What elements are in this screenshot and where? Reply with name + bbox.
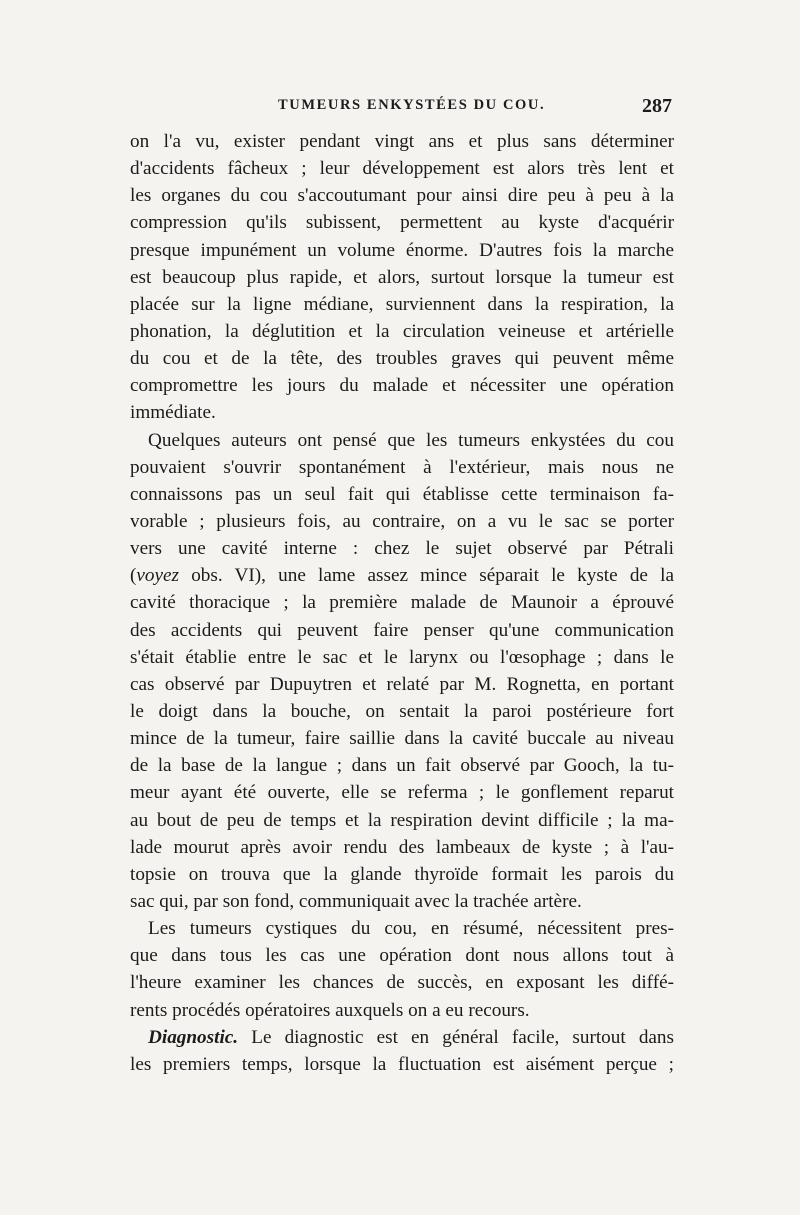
text-line: au bout de peu de temps et la respiration devint difficile ; la ma- xyxy=(130,809,674,831)
text-line: pouvaient s'ouvrir spontanément à l'extérieur, mais nous ne xyxy=(130,456,674,478)
text-line: lade mourut après avoir rendu des lambeaux de kyste ; à l'au- xyxy=(130,836,674,858)
text-line: les organes du cou s'accoutumant pour ainsi dire peu à peu à la xyxy=(130,185,674,207)
italic-word: voyez xyxy=(136,565,180,587)
text-line: Les tumeurs cystiques du cou, en résumé, nécessitent pres- xyxy=(148,918,674,940)
text-line: compromettre les jours du malade et nécessiter une opération xyxy=(130,375,674,397)
paragraph xyxy=(130,1024,674,1078)
text-line: placée sur la ligne médiane, surviennent dans la respiration, la xyxy=(130,293,674,315)
text-line: Quelques auteurs ont pensé que les tumeurs enkystées du cou xyxy=(148,429,674,451)
text-line: des accidents qui peuvent faire penser qu'une communication xyxy=(130,619,674,641)
text-line: on l'a vu, exister pendant vingt ans et plus sans déterminer xyxy=(130,131,674,152)
text-line: topsie on trouva que la glande thyroïde formait les parois du xyxy=(130,863,674,885)
text-line: le doigt dans la bouche, on sentait la paroi postérieure fort xyxy=(130,700,674,722)
running-head xyxy=(130,95,674,121)
paragraph xyxy=(130,915,674,1024)
text-line: rents procédés opératoires auxquels on a eu recours. xyxy=(130,999,530,1021)
text-line: sac qui, par son fond, communiquait avec la trachée artère. xyxy=(130,890,582,912)
text-line: que dans tous les cas une opération dont nous allons tout à xyxy=(130,945,674,967)
text-line: de la base de la langue ; dans un fait observé par Gooch, la tu- xyxy=(130,755,674,777)
text-line: cas observé par Dupuytren et relaté par M. Rognetta, en portant xyxy=(130,673,674,695)
paragraph xyxy=(130,427,674,916)
text-line: l'heure examiner les chances de succès, en exposant les diffé- xyxy=(130,972,674,994)
body-text xyxy=(130,128,674,1078)
text-line xyxy=(130,1024,674,1051)
text-line: immédiate. xyxy=(130,402,216,424)
text-line: cavité thoracique ; la première malade de Maunoir a éprouvé xyxy=(130,592,674,614)
text-line: presque impunément un volume énorme. D'autres fois la marche xyxy=(130,239,674,261)
text-line: mince de la tumeur, faire saillie dans la cavité buccale au niveau xyxy=(130,728,674,750)
text-line: s'était établie entre le sac et le larynx ou l'œsophage ; dans le xyxy=(130,646,674,668)
text-line: vorable ; plusieurs fois, au contraire, on a vu le sac se porter xyxy=(130,510,674,532)
text-line: (voyez obs. VI), une lame assez mince séparait le kyste de la xyxy=(130,565,674,587)
text-line: vers une cavité interne : chez le sujet observé par Pétrali xyxy=(130,538,674,560)
text-line: connaissons pas un seul fait qui établisse cette terminaison fa- xyxy=(130,483,674,505)
running-title: TUMEURS ENKYSTÉES DU COU. xyxy=(278,97,546,113)
text-line: meur ayant été ouverte, elle se referma ; le gonflement reparut xyxy=(130,782,674,804)
text-run: Le diagnostic est en général facile, surtout dans xyxy=(238,1026,674,1048)
text-line: compression qu'ils subissent, permettent au kyste d'acquérir xyxy=(130,212,674,234)
text-line: phonation, la déglutition et la circulation veineuse et artérielle xyxy=(130,320,674,342)
text-line: les premiers temps, lorsque la fluctuation est aisément perçue ; xyxy=(130,1053,674,1075)
page-number: 287 xyxy=(642,95,672,117)
paragraph xyxy=(130,128,674,427)
text-line: d'accidents fâcheux ; leur développement est alors très lent et xyxy=(130,158,674,180)
text-line: est beaucoup plus rapide, et alors, surtout lorsque la tumeur est xyxy=(130,266,674,288)
section-heading: Diagnostic. xyxy=(148,1026,239,1048)
text-line: du cou et de la tête, des troubles graves qui peuvent même xyxy=(130,348,674,370)
